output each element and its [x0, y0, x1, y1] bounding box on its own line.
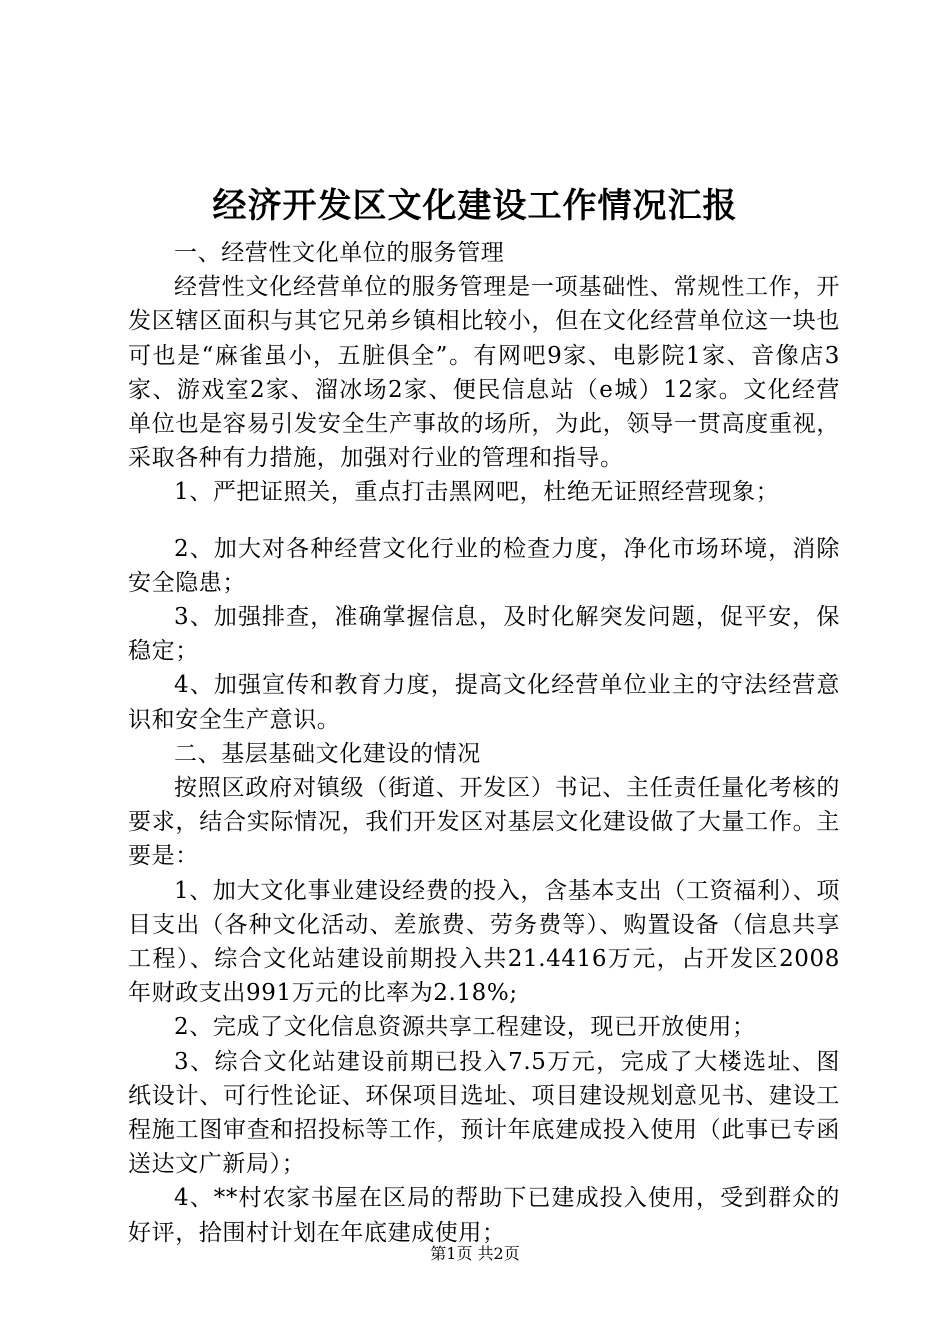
section-heading-2: 二、基层基础文化建设的情况 [174, 740, 481, 767]
section-heading-1: 一、经营性文化单位的服务管理 [174, 240, 505, 266]
list-item: 1、严把证照关，重点打击黑网吧，杜绝无证照经营现象； [174, 479, 780, 506]
list-item: 2、加大对各种经营文化行业的检查力度，净化市场环境，消除安全隐患； [128, 535, 840, 596]
list-item: 4、**村农家书屋在区局的帮助下已建成投入使用，受到群众的好评，拾围村计划在年底建成使用； [128, 1185, 840, 1246]
body-paragraph: 按照区政府对镇级（街道、开发区）书记、主任责任量化考核的要求，结合实际情况，我们开发区对基层文化建设做了大量工作。主要是： [128, 775, 840, 870]
list-item: 3、加强排查，准确掌握信息，及时化解突发问题，促平安，保稳定； [128, 604, 840, 665]
document-title: 经济开发区文化建设工作情况汇报 [212, 186, 738, 226]
page-number-footer: 第1页 共2页 [430, 1244, 520, 1263]
list-item: 4、加强宣传和教育力度，提高文化经营单位业主的守法经营意识和安全生产意识。 [128, 672, 840, 733]
list-item: 1、加大文化事业建设经费的投入，含基本支出（工资福利）、项目支出（各种文化活动、差旅费、劳务费等）、购置设备（信息共享工程）、综合文化站建设前期投入共21.4416万元，占开发区2008年财政支出991万元的比率为2.18%; [128, 877, 840, 1007]
document-body [128, 236, 840, 1250]
body-paragraph: 经营性文化经营单位的服务管理是一项基础性、常规性工作，开发区辖区面积与其它兄弟乡镇相比较小，但在文化经营单位这一块也可也是“麻雀虽小，五脏俱全”。有网吧9家、电影院1家、音像店3家、游戏室2家、溜冰场2家、便民信息站（e城）12家。文化经营单位也是容易引发安全生产事故的场所，为此，领导一贯高度重视，采取各种有力措施，加强对行业的管理和指导。 [128, 274, 840, 472]
list-item: 2、完成了文化信息资源共享工程建设，现已开放使用； [174, 1014, 756, 1041]
list-item: 3、综合文化站建设前期已投入7.5万元，完成了大楼选址、图纸设计、可行性论证、环保项目选址、项目建设规划意见书、建设工程施工图审查和招投标等工作，预计年底建成投入使用（此事已专函送达文广新局）； [128, 1048, 840, 1178]
